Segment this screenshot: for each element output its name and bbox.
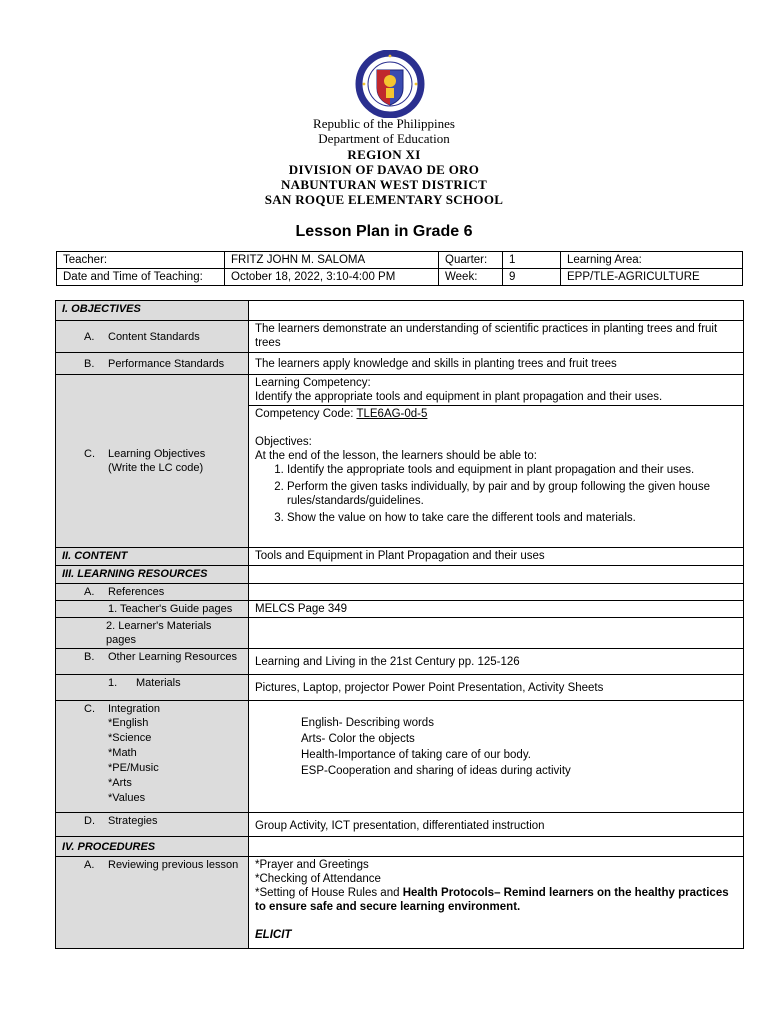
teacher-label: Teacher: <box>57 252 225 269</box>
learning-objectives-label: C. Learning Objectives (Write the LC code) <box>56 375 249 548</box>
performance-standards-text: The learners apply knowledge and skills in planting trees and fruit trees <box>249 353 744 375</box>
objectives-details: Competency Code: TLE6AG-0d-5 Objectives: At the end of the lesson, the learners should be able to: 1. Identify the appropriate tools and equipment in plant propagation and their uses. 2. Perform the given tasks individually, by pair and by group following the given house rules/standards/guidelines. 3. Show the value on how to take care the different tools and materials. <box>249 406 744 548</box>
integration-item: Health-Importance of taking care of our body. <box>301 749 531 761</box>
objectives-list <box>255 463 737 525</box>
learning-competency: Learning Competency: Identify the appropriate tools and equipment in plant propagation and their uses. <box>249 375 744 406</box>
objective-item: 3. Show the value on how to take care the different tools and materials. <box>287 511 737 525</box>
content-standards-label: A. Content Standards <box>56 321 249 353</box>
quarter-label: Quarter: <box>439 252 503 269</box>
page-title: Lesson Plan in Grade 6 <box>295 223 473 240</box>
reviewing-text: *Prayer and Greetings *Checking of Attendance *Setting of House Rules and Health Protocols– Remind learners on the healthy practices to ensure safe and secure learning environment. ELICIT <box>249 857 744 949</box>
learners-materials-label: 2. Learner's Materials pages <box>56 618 249 649</box>
learning-area-label: Learning Area: <box>561 252 743 269</box>
objective-item: 1. Identify the appropriate tools and equipment in plant propagation and their uses. <box>287 463 737 477</box>
integration-subject: *English <box>108 717 149 729</box>
integration-item: Arts- Color the objects <box>301 733 415 745</box>
section-objectives: I. OBJECTIVES <box>56 301 249 321</box>
integration-subject: *Math <box>108 747 137 759</box>
quarter-value: 1 <box>503 252 561 269</box>
week-label: Week: <box>439 269 503 286</box>
lesson-plan-table <box>55 300 744 949</box>
integration-subject: *PE/Music <box>108 762 159 774</box>
other-resources-label: B. Other Learning Resources <box>56 649 249 675</box>
learning-area-value: EPP/TLE-AGRICULTURE <box>561 269 743 286</box>
integration-item: English- Describing words <box>301 717 434 729</box>
header-republic: Republic of the Philippines <box>313 116 455 131</box>
section-content: II. CONTENT <box>56 548 249 566</box>
objective-item: 2. Perform the given tasks individually, by pair and by group following the given house rules/standards/guidelines. <box>287 480 737 508</box>
materials-label: 1. Materials <box>56 675 249 701</box>
date-value: October 18, 2022, 3:10-4:00 PM <box>225 269 439 286</box>
performance-standards-label: B. Performance Standards <box>56 353 249 375</box>
header-division: DIVISION OF DAVAO DE ORO <box>288 162 480 177</box>
integration-text <box>249 701 744 813</box>
teachers-guide-text: MELCS Page 349 <box>249 601 744 618</box>
date-label: Date and Time of Teaching: <box>57 269 225 286</box>
header-department: Department of Education <box>318 131 450 146</box>
content-text: Tools and Equipment in Plant Propagation and their uses <box>249 548 744 566</box>
teachers-guide-label: 1. Teacher's Guide pages <box>56 601 249 618</box>
section-learning-resources: III. LEARNING RESOURCES <box>56 566 249 584</box>
strategies-text: Group Activity, ICT presentation, differentiated instruction <box>249 813 744 837</box>
other-resources-text: Learning and Living in the 21st Century pp. 125-126 <box>249 649 744 675</box>
week-value: 9 <box>503 269 561 286</box>
header-school: SAN ROQUE ELEMENTARY SCHOOL <box>264 192 504 207</box>
references-label: A. References <box>56 584 249 601</box>
teacher-value: FRITZ JOHN M. SALOMA <box>225 252 439 269</box>
integration-subject: *Arts <box>108 777 132 789</box>
teacher-info-table <box>56 251 743 286</box>
header-district: NABUNTURAN WEST DISTRICT <box>280 177 488 192</box>
elicit-heading: ELICIT <box>255 929 292 941</box>
integration-subject: *Values <box>108 792 146 804</box>
integration-subject: *Science <box>108 732 152 744</box>
deped-seal-logo <box>350 50 430 118</box>
materials-text: Pictures, Laptop, projector Power Point Presentation, Activity Sheets <box>249 675 744 701</box>
integration-label: C. Integration *English *Science *Math *PE/Music *Arts *Values <box>56 701 249 813</box>
content-standards-text: The learners demonstrate an understanding of scientific practices in planting trees and fruit trees <box>249 321 744 353</box>
reviewing-label: A. Reviewing previous lesson <box>56 857 249 949</box>
competency-code: TLE6AG-0d-5 <box>356 408 428 420</box>
header-region: REGION XI <box>347 147 421 162</box>
strategies-label: D. Strategies <box>56 813 249 837</box>
integration-item: ESP-Cooperation and sharing of ideas during activity <box>301 765 571 777</box>
section-procedures: IV. PROCEDURES <box>56 837 249 857</box>
